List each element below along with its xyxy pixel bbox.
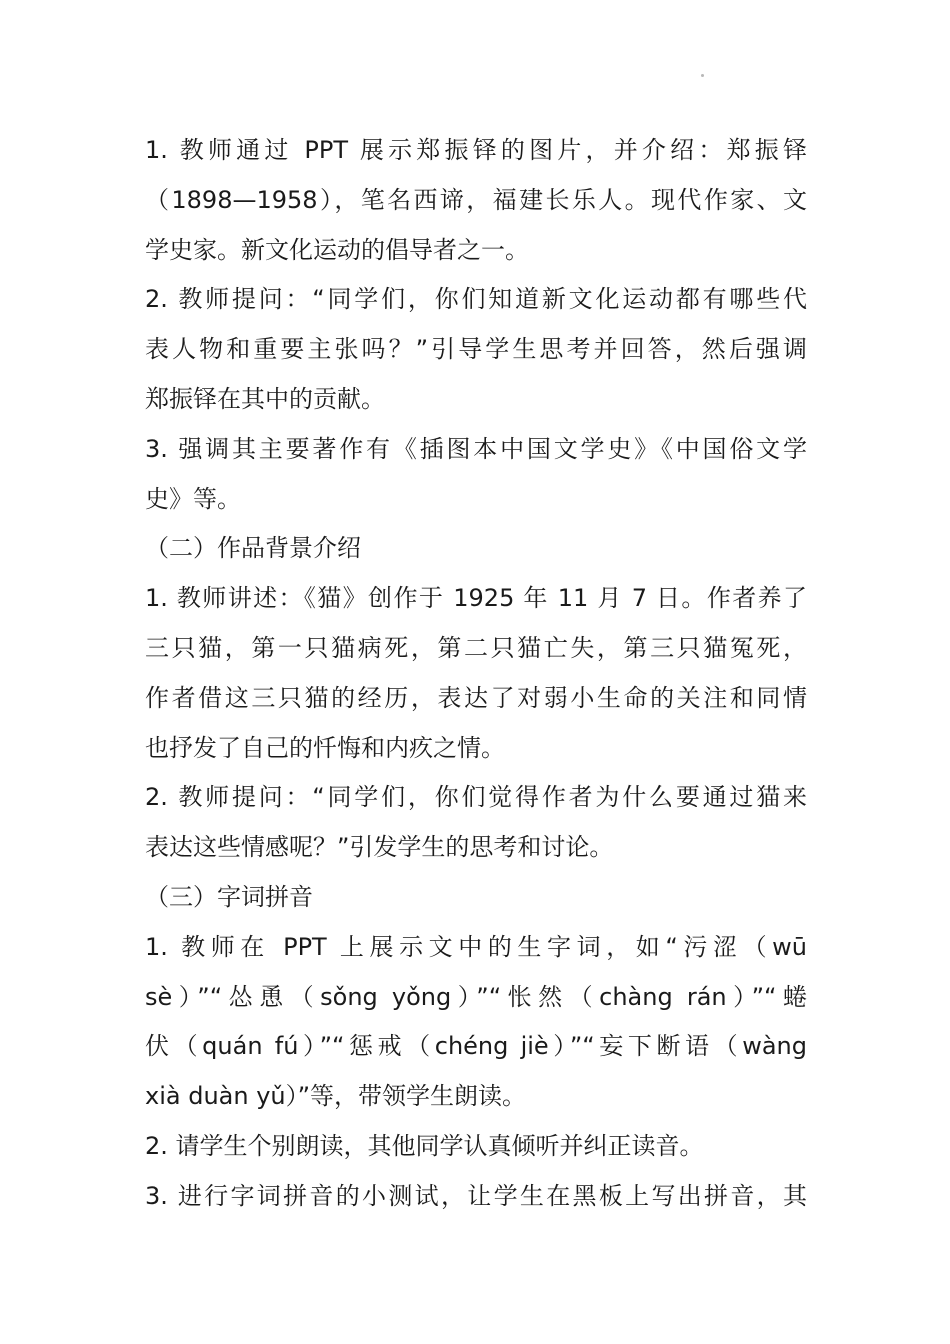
text-line-7: 3. 强调其主要著作有《插图本中国文学史》《中国俗文学 — [145, 434, 807, 463]
text-line-1: 1. 教师通过 PPT 展示郑振铎的图片，并介绍：郑振铎 — [145, 136, 807, 164]
section-heading-pinyin: （三）字词拼音 — [145, 882, 313, 911]
text-line-14: 2. 教师提问：“同学们，你们觉得作者为什么要通过猫来 — [145, 783, 807, 812]
text-line-3: 学史家。新文化运动的倡导者之一。 — [145, 235, 529, 264]
text-line-17: 1. 教师在 PPT 上展示文中的生字词，如“污涩（wū — [145, 932, 807, 961]
text-line-21: 2. 请学生个别朗读，其他同学认真倾听并纠正读音。 — [145, 1131, 704, 1160]
text-line-5: 表人物和重要主张吗？”引导学生思考并回答，然后强调 — [145, 335, 807, 364]
section-heading-background: （二）作品背景介绍 — [145, 534, 361, 563]
text-line-19: 伏（quán fú）”“惩戒（chéng jiè）”“妄下断语（wàng — [145, 1032, 807, 1061]
text-line-4: 2. 教师提问：“同学们，你们知道新文化运动都有哪些代 — [145, 285, 807, 314]
text-line-2: （1898—1958），笔名西谛，福建长乐人。现代作家、文 — [145, 185, 807, 214]
text-line-12: 作者借这三只猫的经历，表达了对弱小生命的关注和同情 — [145, 683, 807, 712]
text-line-18: sè）”“怂恿（sǒng yǒng）”“怅然（chàng rán）”“蜷 — [145, 982, 807, 1011]
text-line-13: 也抒发了自己的忏悔和内疚之情。 — [145, 733, 505, 762]
text-line-11: 三只猫，第一只猫病死，第二只猫亡失，第三只猫冤死， — [145, 633, 807, 662]
corner-dot-mark — [701, 74, 704, 77]
text-line-20: xià duàn yǔ）”等，带领学生朗读。 — [145, 1082, 527, 1111]
document-body — [145, 126, 807, 1222]
text-line-22: 3. 进行字词拼音的小测试，让学生在黑板上写出拼音，其 — [145, 1181, 807, 1210]
text-line-10: 1. 教师讲述：《猫》创作于 1925 年 11 月 7 日。作者养了 — [145, 584, 807, 613]
text-line-8: 史》等。 — [145, 484, 241, 513]
text-line-15: 表达这些情感呢？”引发学生的思考和讨论。 — [145, 833, 614, 862]
text-line-6: 郑振铎在其中的贡献。 — [145, 384, 385, 413]
